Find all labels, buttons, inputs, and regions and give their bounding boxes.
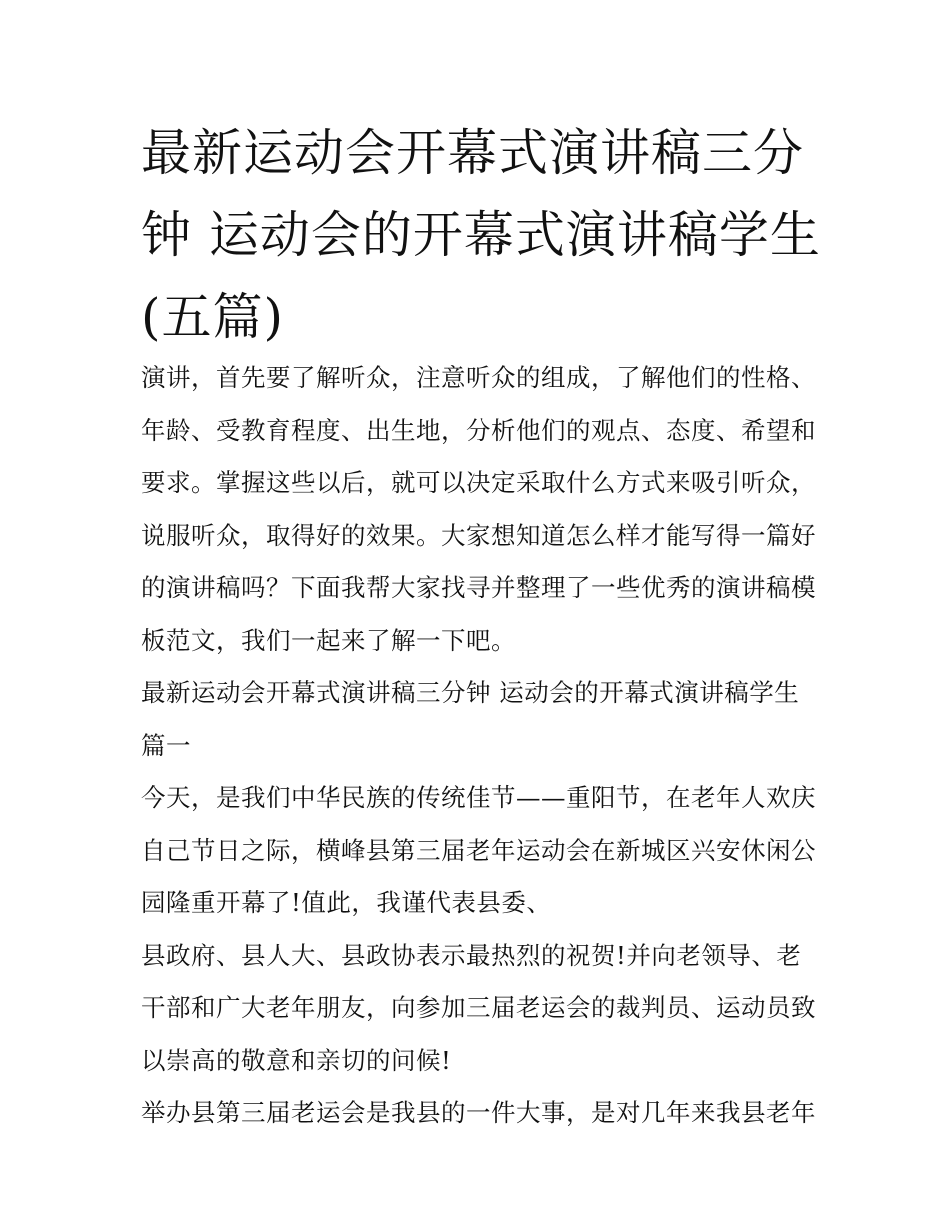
body-line-15: 举办县第三届老运会是我县的一件大事，是对几年来我县老年 [141, 1098, 816, 1127]
body-line-9: 今天，是我们中华民族的传统佳节——重阳节，在老年人欢庆 [141, 783, 816, 812]
title-line-3: (五篇) [141, 288, 285, 346]
document-title [141, 112, 821, 358]
body-line-6: 板范文，我们一起来了解一下吧。 [141, 625, 516, 655]
body-line-13: 干部和广大老年朋友，向参加三届老运会的裁判员、运动员致 [141, 993, 816, 1022]
body-line-1: 演讲，首先要了解听众，注意听众的组成，了解他们的性格、 [141, 363, 816, 392]
section-heading-line-1: 最新运动会开幕式演讲稿三分钟 运动会的开幕式演讲稿学生 [141, 678, 800, 707]
title-line-2: 钟 运动会的开幕式演讲稿学生 [141, 206, 821, 264]
section-heading-line-2: 篇一 [141, 730, 191, 760]
body-line-12: 县政府、县人大、县政协表示最热烈的祝贺!并向老领导、老 [141, 940, 802, 970]
body-line-3: 要求。掌握这些以后，就可以决定采取什么方式来吸引听众， [141, 468, 816, 497]
document-body [141, 352, 821, 1140]
body-line-4: 说服听众，取得好的效果。大家想知道怎么样才能写得一篇好 [141, 520, 816, 550]
body-line-11: 园隆重开幕了!值此，我谨代表县委、 [141, 888, 552, 917]
body-line-14: 以崇高的敬意和亲切的问候! [141, 1045, 452, 1075]
body-line-2: 年龄、受教育程度、出生地，分析他们的观点、态度、希望和 [141, 415, 816, 445]
body-line-5: 的演讲稿吗？下面我帮大家找寻并整理了一些优秀的演讲稿模 [141, 573, 816, 602]
title-line-1: 最新运动会开幕式演讲稿三分 [141, 124, 804, 182]
body-line-10: 自己节日之际，横峰县第三届老年运动会在新城区兴安休闲公 [141, 835, 816, 865]
